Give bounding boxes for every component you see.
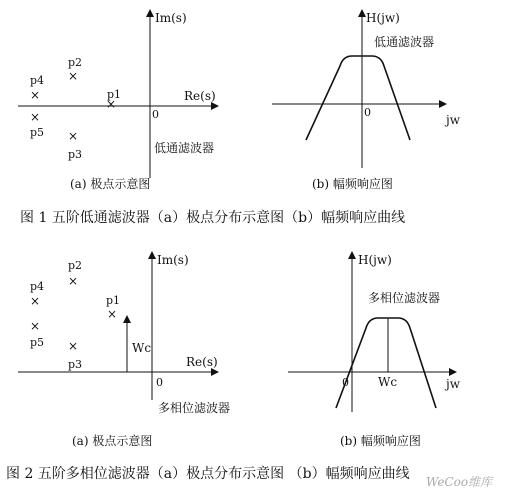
pole-label: p3 — [68, 358, 83, 371]
pole-marker: × — [30, 110, 41, 124]
fig2-filter-label: 多相位滤波器 — [158, 401, 231, 415]
pole-label: p2 — [68, 259, 83, 272]
watermark: WeCoo维库 — [426, 475, 493, 489]
figure1-caption: 图 1 五阶低通滤波器（a）极点分布示意图（b）幅频响应曲线 — [20, 210, 406, 226]
pole-marker: × — [30, 294, 41, 308]
figure1-pole-plot — [18, 10, 218, 191]
pole-label: p4 — [30, 280, 45, 293]
fig1-subcaption-b: (b) 幅频响应图 — [312, 177, 393, 191]
fig2-origin-label: 0 — [156, 376, 163, 389]
pole-marker: × — [30, 88, 41, 102]
fig2-wc-center-label: Wc — [378, 375, 398, 389]
fig2-h-origin: 0 — [342, 376, 349, 389]
fig2-jw-label: jw — [446, 377, 460, 391]
pole-label: p3 — [68, 148, 83, 161]
pole-label: p4 — [30, 74, 45, 87]
figure1-response-plot — [272, 10, 461, 191]
fig1-im-label: Im(s) — [155, 11, 187, 25]
pole-marker: × — [68, 274, 79, 288]
fig2-subcaption-a: (a) 极点示意图 — [72, 434, 153, 448]
pole-label: p1 — [106, 294, 121, 307]
fig1-response-curve — [306, 56, 410, 140]
fig2-response-curve — [336, 318, 436, 408]
fig2-h-filter-label: 多相位滤波器 — [368, 291, 441, 305]
pole-marker: × — [68, 339, 79, 353]
fig1-filter-label: 低通滤波器 — [154, 141, 215, 155]
fig1-subcaption-a: (a) 极点示意图 — [70, 177, 151, 191]
figure2-caption: 图 2 五阶多相位滤波器（a）极点分布示意图 （b）幅频响应曲线 — [6, 466, 410, 482]
fig1-re-label: Re(s) — [184, 89, 216, 103]
fig1-origin-label: 0 — [152, 108, 159, 121]
pole-marker: × — [107, 307, 118, 321]
pole-label: p2 — [68, 56, 83, 69]
fig2-subcaption-b: (b) 幅频响应图 — [340, 434, 421, 448]
pole-marker: × — [68, 69, 79, 83]
fig1-h-origin: 0 — [364, 106, 371, 119]
fig2-wc-label: Wc — [132, 341, 152, 355]
fig1-h-filter-label: 低通滤波器 — [374, 35, 435, 49]
fig2-h-label: H(jw) — [358, 253, 392, 267]
figure2-response-plot — [288, 252, 461, 448]
figure2-pole-plot — [18, 252, 230, 448]
fig1-h-label: H(jw) — [366, 11, 400, 25]
pole-marker: × — [106, 97, 117, 111]
fig1-jw-label: jw — [446, 113, 460, 127]
pole-marker: × — [68, 129, 79, 143]
pole-label: p5 — [30, 126, 45, 139]
pole-marker: × — [30, 319, 41, 333]
fig2-re-label: Re(s) — [186, 355, 218, 369]
fig2-im-label: Im(s) — [157, 253, 189, 267]
pole-label: p5 — [30, 336, 45, 349]
pole-label: p1 — [107, 88, 122, 101]
